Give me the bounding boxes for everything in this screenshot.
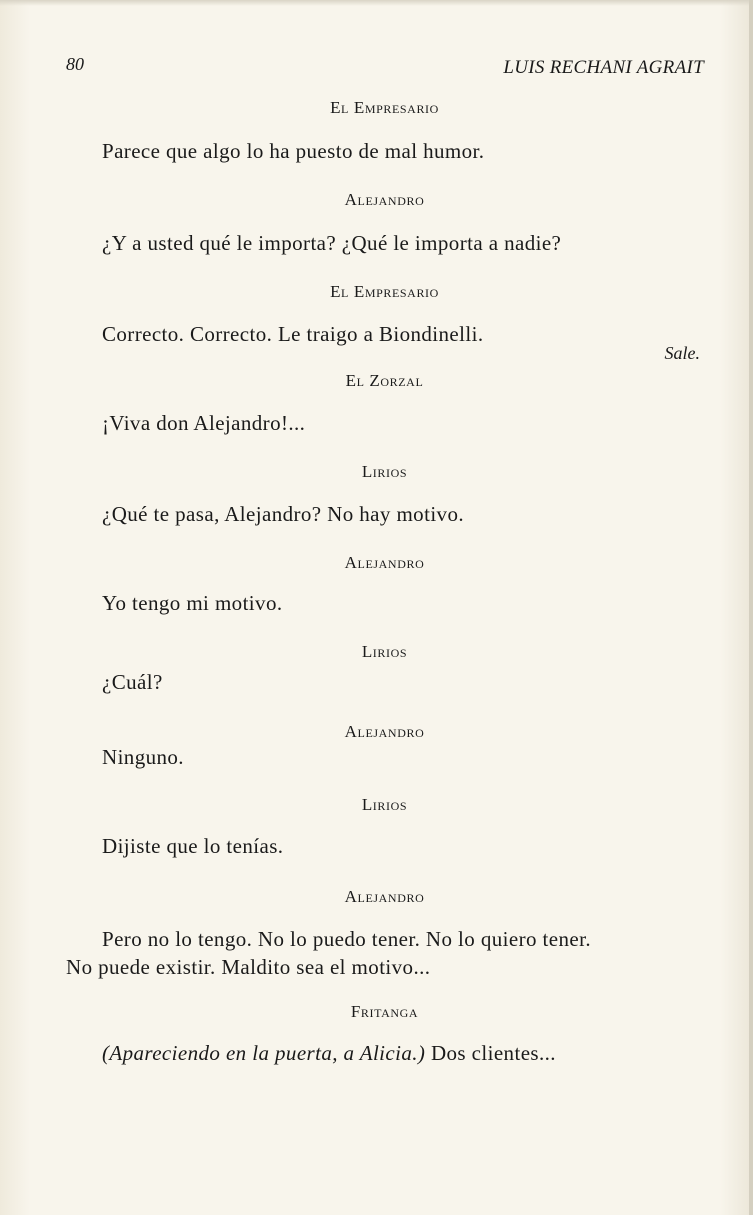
speaker-name: Fritanga xyxy=(350,1002,419,1021)
speaker-name: Alejandro xyxy=(344,553,425,572)
speaker-name: Lirios xyxy=(361,795,408,814)
speaker-name: El Empresario xyxy=(330,98,439,117)
speaker-name: Lirios xyxy=(361,462,408,481)
dialogue-line: ¡Viva don Alejandro!... xyxy=(102,411,306,435)
stage-direction: Sale. xyxy=(664,343,700,363)
speaker-name: Lirios xyxy=(361,642,408,661)
dialogue-line: Parece que algo lo ha puesto de mal humor. xyxy=(102,139,485,163)
running-head: LUIS RECHANI AGRAIT xyxy=(503,57,704,78)
page-number: 80 xyxy=(66,54,84,74)
dialogue-line: Yo tengo mi motivo. xyxy=(102,591,283,615)
speaker-name: Alejandro xyxy=(344,190,425,209)
dialogue-line xyxy=(102,1041,556,1066)
speaker-name: El Zorzal xyxy=(345,371,424,390)
dialogue-text: Dos clientes... xyxy=(425,1041,556,1065)
speaker-name: El Empresario xyxy=(330,282,439,301)
dialogue-line: ¿Y a usted qué le importa? ¿Qué le importa a nadie? xyxy=(102,231,562,255)
dialogue-line: ¿Cuál? xyxy=(102,670,163,694)
stage-direction: (Apareciendo en la puerta, a Alicia.) xyxy=(102,1041,426,1065)
dialogue-line: Correcto. Correcto. Le traigo a Biondinelli. xyxy=(102,322,484,346)
dialogue-line: Pero no lo tengo. No lo puedo tener. No lo quiero tener. xyxy=(102,927,591,951)
page-right-edge xyxy=(749,0,753,1215)
dialogue-line: Ninguno. xyxy=(102,745,184,769)
page-top-edge xyxy=(0,0,753,6)
speaker-name: Alejandro xyxy=(344,887,425,906)
dialogue-line-continued: No puede existir. Maldito sea el motivo... xyxy=(66,955,431,979)
dialogue-line: Dijiste que lo tenías. xyxy=(102,834,284,858)
dialogue-line: ¿Qué te pasa, Alejandro? No hay motivo. xyxy=(102,502,464,526)
speaker-name: Alejandro xyxy=(344,722,425,741)
